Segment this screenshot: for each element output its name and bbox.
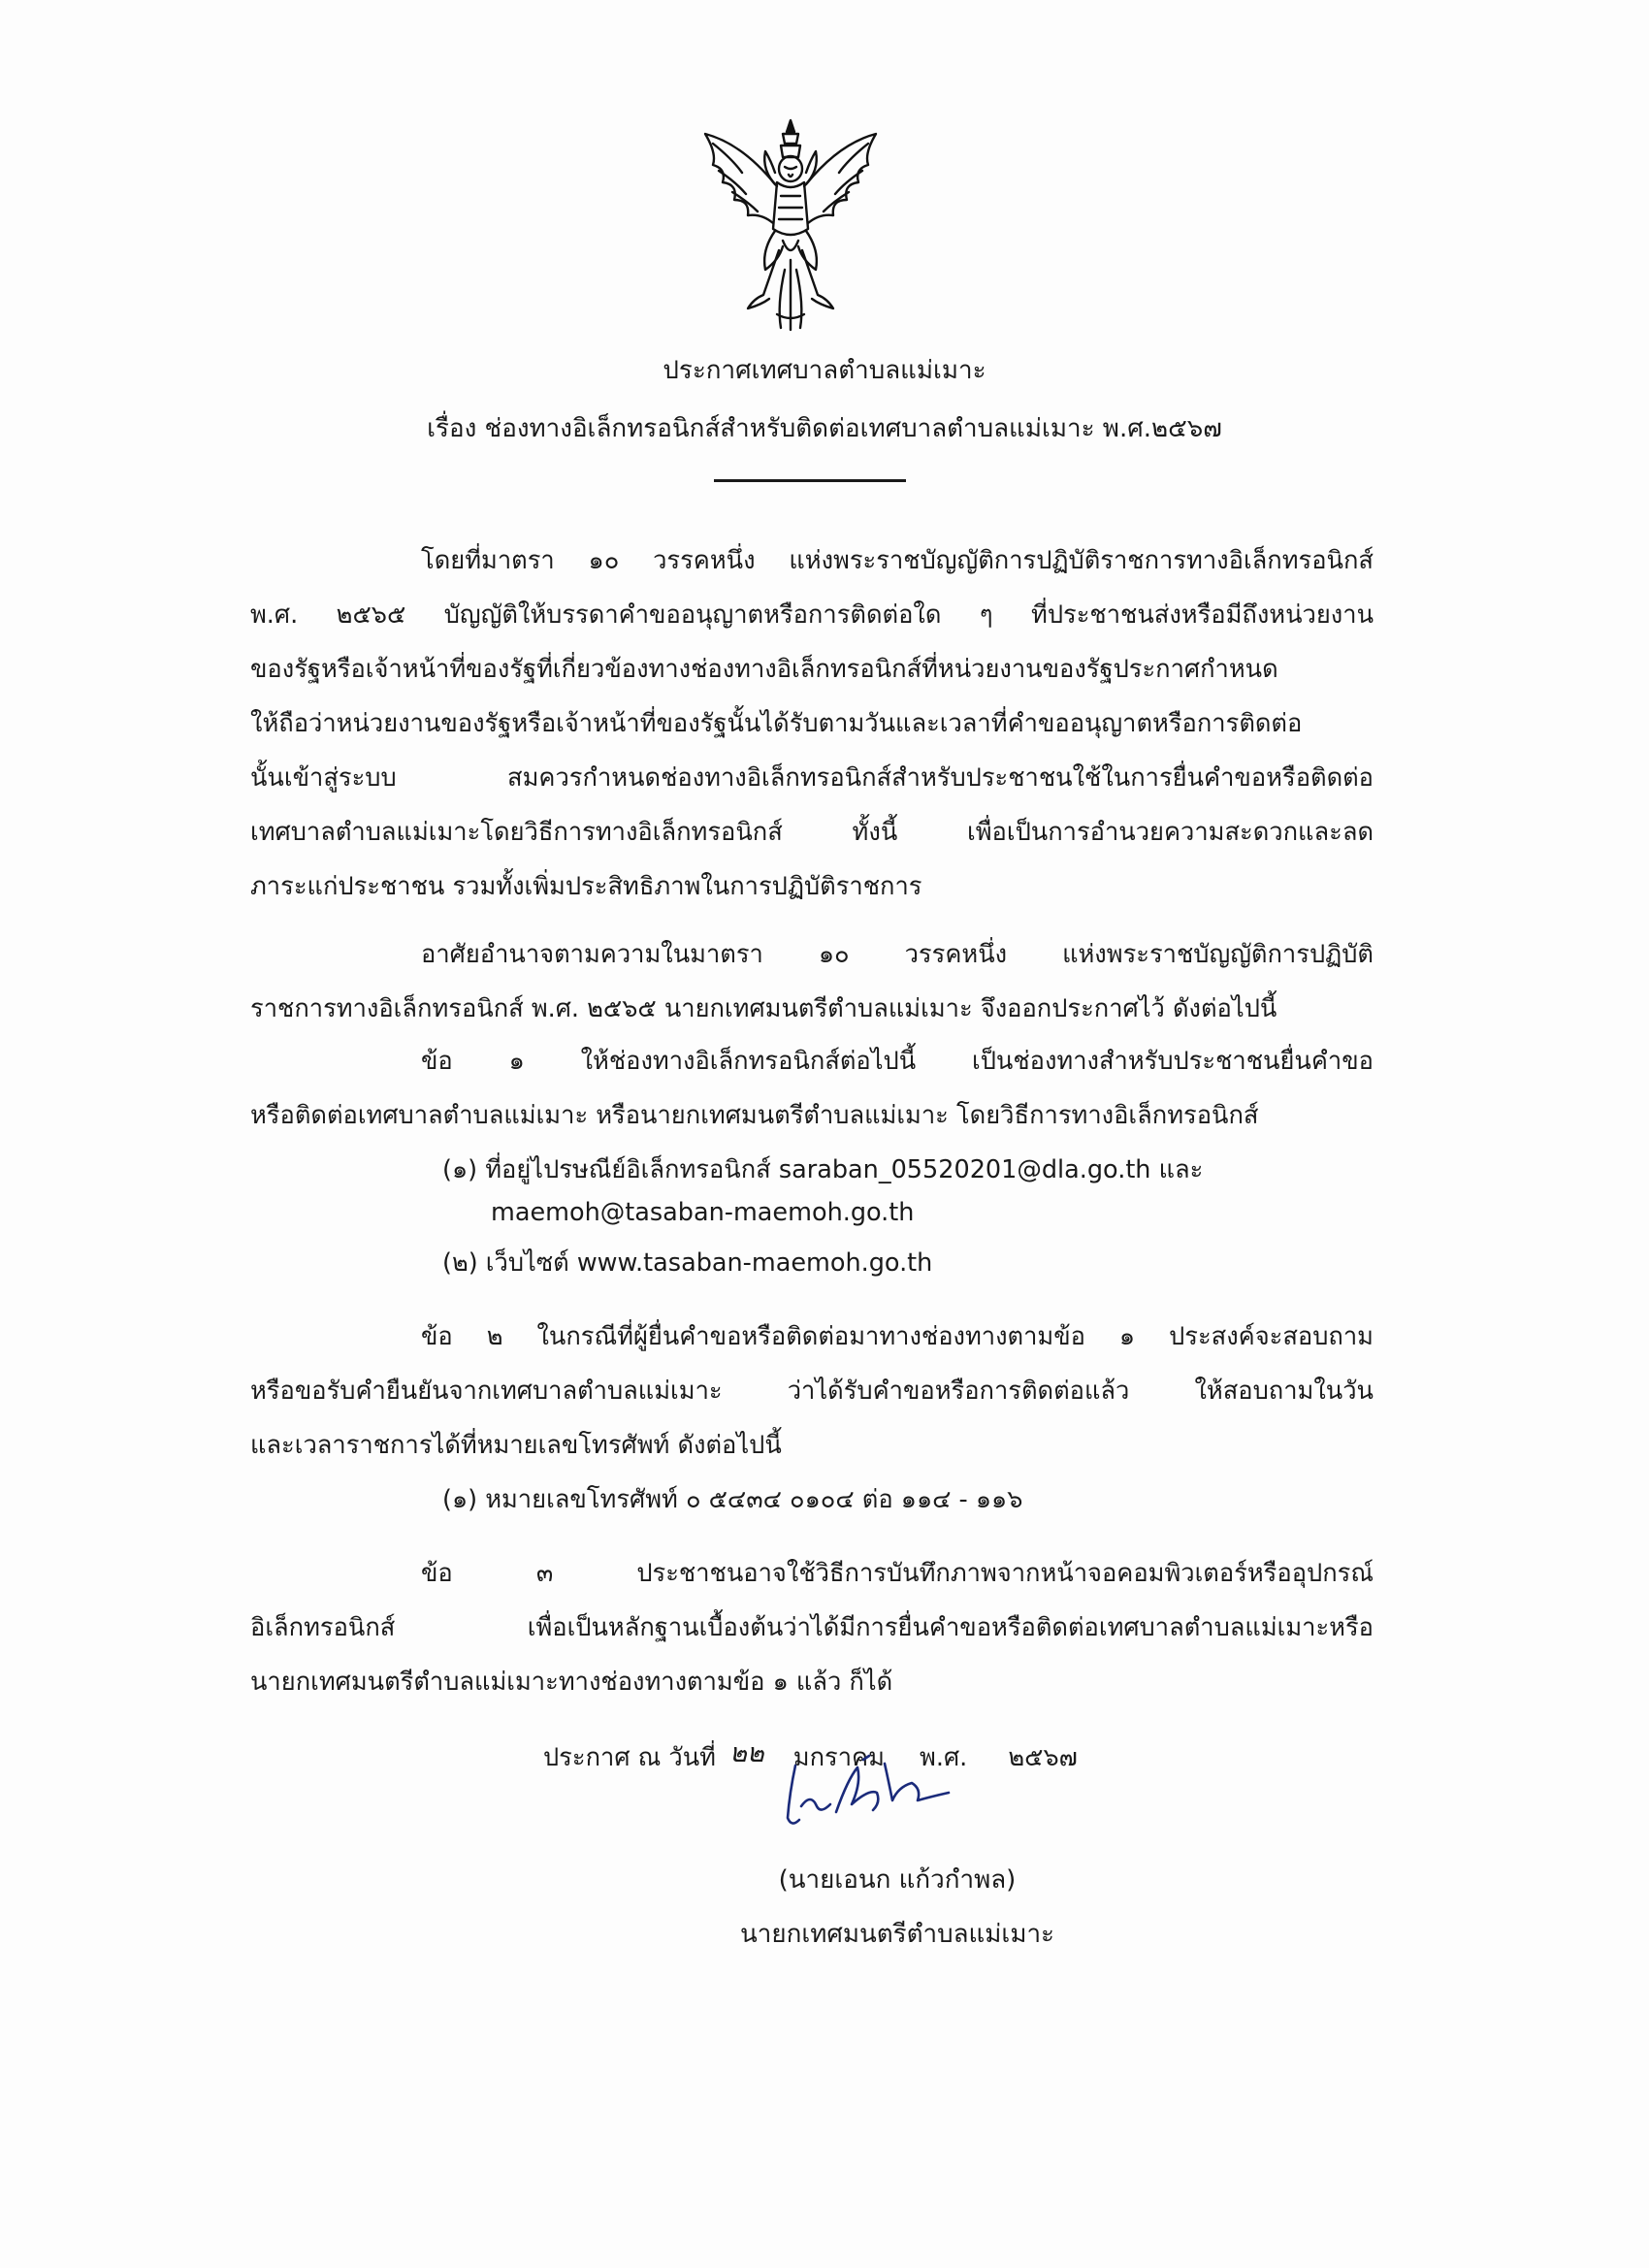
signatory-position: นายกเทศมนตรีตำบลแม่เมาะ [739, 1920, 1055, 1949]
garuda-emblem-icon [694, 114, 888, 336]
paragraph-line: ของรัฐหรือเจ้าหน้าที่ของรัฐที่เกี่ยวข้องทางช่องทางอิเล็กทรอนิกส์ที่หน่วยงานของรัฐประกาศกำหนด [250, 655, 1278, 684]
announcement-era: พ.ศ. [920, 1743, 968, 1772]
announcement-month: มกราคม [792, 1743, 885, 1772]
paragraph-line: เทศบาลตำบลแม่เมาะโดยวิธีการทางอิเล็กทรอนิกส์ ทั้งนี้ เพื่อเป็นการอำนวยความสะดวกและลด [250, 818, 1374, 847]
document-subject: เรื่อง ช่องทางอิเล็กทรอนิกส์สำหรับติดต่อเทศบาลตำบลแม่เมาะ พ.ศ.๒๕๖๗ [427, 414, 1222, 443]
paragraph-line: พ.ศ. ๒๕๖๕ บัญญัติให้บรรดาคำขออนุญาตหรือการติดต่อใด ๆ ที่ประชาชนส่งหรือมีถึงหน่วยงาน [250, 600, 1374, 630]
clause-line: หรือขอรับคำยืนยันจากเทศบาลตำบลแม่เมาะ ว่าได้รับคำขอหรือการติดต่อแล้ว ให้สอบถามในวัน [250, 1377, 1374, 1406]
clause-line: และเวลาราชการได้ที่หมายเลขโทรศัพท์ ดังต่อไปนี้ [250, 1431, 782, 1460]
announcement-prefix: ประกาศ ณ วันที่ [543, 1743, 716, 1772]
signatory-name: (นายเอนก แก้วกำพล) [778, 1865, 1017, 1895]
title-divider [714, 479, 906, 482]
paragraph-line: ให้ถือว่าหน่วยงานของรัฐหรือเจ้าหน้าที่ของรัฐนั้นได้รับตามวันและเวลาที่คำขออนุญาตหรือการติดต่อ [250, 709, 1303, 738]
clause-line: ข้อ ๒ ในกรณีที่ผู้ยื่นคำขอหรือติดต่อมาทางช่องทางตามข้อ ๑ ประสงค์จะสอบถาม [421, 1322, 1374, 1351]
clause-item: (๑) หมายเลขโทรศัพท์ ๐ ๕๔๓๔ ๐๑๐๔ ต่อ ๑๑๔ - ๑๑๖ [442, 1485, 1023, 1514]
signature-image [776, 1754, 980, 1835]
clause-line: นายกเทศมนตรีตำบลแม่เมาะทางช่องทางตามข้อ ๑ แล้ว ก็ได้ [250, 1668, 893, 1697]
announcement-year: ๒๕๖๗ [1008, 1743, 1078, 1772]
clause-item: (๒) เว็บไซต์ www.tasaban-maemoh.go.th [442, 1248, 933, 1278]
paragraph-line: ภาระแก่ประชาชน รวมทั้งเพิ่มประสิทธิภาพในการปฏิบัติราชการ [250, 872, 922, 901]
clause-line: หรือติดต่อเทศบาลตำบลแม่เมาะ หรือนายกเทศมนตรีตำบลแม่เมาะ โดยวิธีการทางอิเล็กทรอนิกส์ [250, 1101, 1259, 1130]
paragraph-line: ราชการทางอิเล็กทรอนิกส์ พ.ศ. ๒๕๖๕ นายกเทศมนตรีตำบลแม่เมาะ จึงออกประกาศไว้ ดังต่อไปนี้ [250, 994, 1277, 1023]
clause-item: (๑) ที่อยู่ไปรษณีย์อิเล็กทรอนิกส์ saraban_05520201@dla.go.th และ [442, 1155, 1204, 1184]
paragraph-line: โดยที่มาตรา ๑๐ วรรคหนึ่ง แห่งพระราชบัญญัติการปฏิบัติราชการทางอิเล็กทรอนิกส์ [421, 546, 1374, 575]
clause-line: ข้อ ๑ ให้ช่องทางอิเล็กทรอนิกส์ต่อไปนี้ เป็นช่องทางสำหรับประชาชนยื่นคำขอ [421, 1047, 1374, 1076]
document-title: ประกาศเทศบาลตำบลแม่เมาะ [663, 356, 986, 385]
announcement-day: ๒๒ [729, 1738, 764, 1768]
paragraph-line: อาศัยอำนาจตามความในมาตรา ๑๐ วรรคหนึ่ง แห่งพระราชบัญญัติการปฏิบัติ [421, 940, 1374, 969]
clause-item: maemoh@tasaban-maemoh.go.th [491, 1198, 915, 1227]
paragraph-line: นั้นเข้าสู่ระบบ สมควรกำหนดช่องทางอิเล็กทรอนิกส์สำหรับประชาชนใช้ในการยื่นคำขอหรือติดต่อ [250, 763, 1374, 793]
clause-line: อิเล็กทรอนิกส์ เพื่อเป็นหลักฐานเบื้องต้นว่าได้มีการยื่นคำขอหรือติดต่อเทศบาลตำบลแม่เมาะหรือ [250, 1613, 1374, 1642]
clause-line: ข้อ ๓ ประชาชนอาจใช้วิธีการบันทึกภาพจากหน้าจอคอมพิวเตอร์หรืออุปกรณ์ [421, 1559, 1374, 1588]
